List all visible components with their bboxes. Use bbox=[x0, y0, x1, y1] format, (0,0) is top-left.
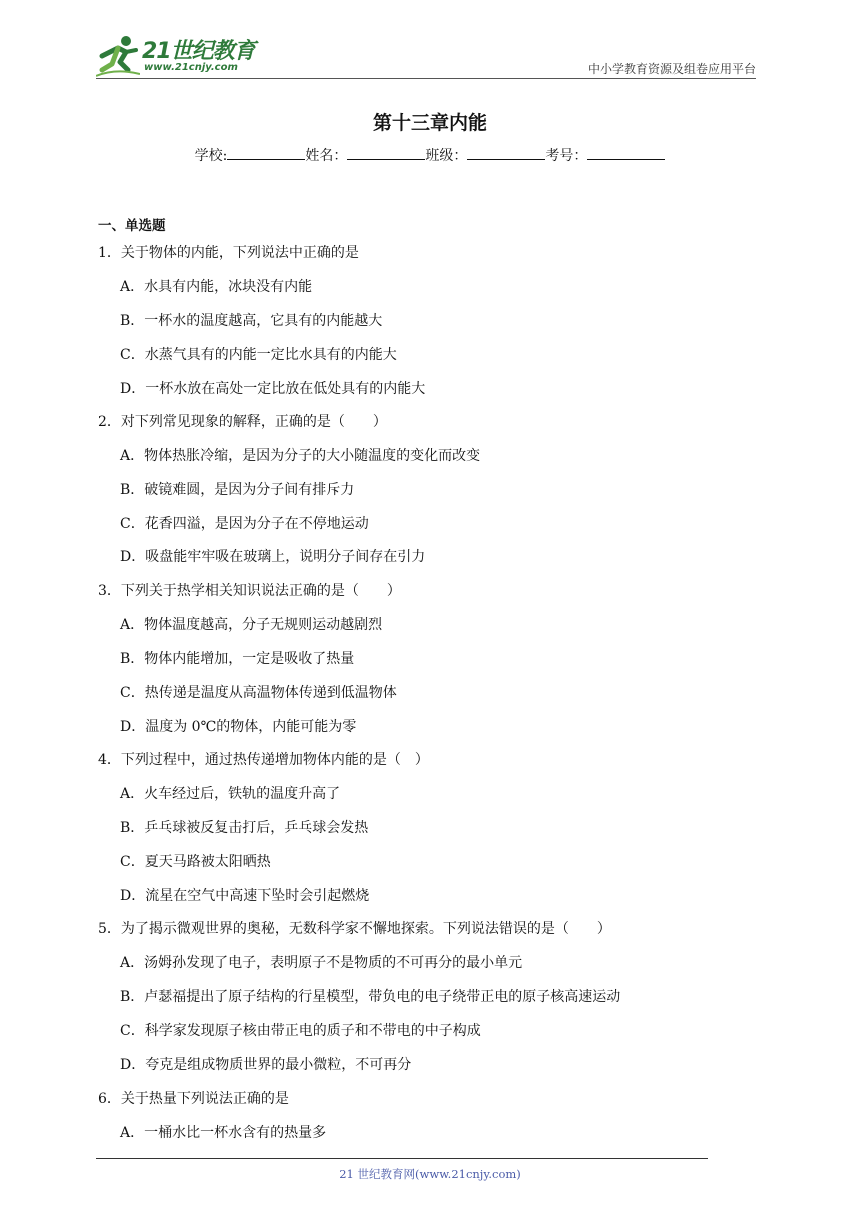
option-d: D．温度为 0℃的物体，内能可能为零 bbox=[120, 719, 357, 735]
header-divider bbox=[96, 78, 756, 79]
school-label: 学校: bbox=[194, 148, 228, 164]
option-d: D．夸克是组成物质世界的最小微粒，不可再分 bbox=[120, 1057, 412, 1073]
option-a: A．汤姆孙发现了电子，表明原子不是物质的不可再分的最小单元 bbox=[120, 955, 523, 971]
class-blank[interactable] bbox=[467, 147, 545, 160]
student-info-line bbox=[0, 145, 860, 165]
footer-link[interactable]: 21 世纪教育网(www.21cnjy.com) bbox=[339, 1167, 521, 1181]
option-a: A．火车经过后，铁轨的温度升高了 bbox=[120, 786, 341, 802]
option-c: C．夏天马路被太阳晒热 bbox=[120, 854, 271, 870]
option-b: B．乒乓球被反复击打后，乒乓球会发热 bbox=[120, 820, 369, 836]
option-b: B．物体内能增加，一定是吸收了热量 bbox=[120, 651, 355, 667]
name-blank[interactable] bbox=[347, 147, 425, 160]
school-blank[interactable] bbox=[227, 147, 305, 160]
option-b: B．一杯水的温度越高，它具有的内能越大 bbox=[120, 313, 383, 329]
option-c: C．科学家发现原子核由带正电的质子和不带电的中子构成 bbox=[120, 1023, 481, 1039]
option-c: C．热传递是温度从高温物体传递到低温物体 bbox=[120, 685, 397, 701]
option-a: A．水具有内能，冰块没有内能 bbox=[120, 279, 313, 295]
page-header bbox=[96, 30, 756, 80]
option-d: D．一杯水放在高处一定比放在低处具有的内能大 bbox=[120, 381, 426, 397]
option-d: D．流星在空气中高速下坠时会引起燃烧 bbox=[120, 888, 370, 904]
question-stem: 4．下列过程中，通过热传递增加物体内能的是（ ） bbox=[98, 752, 429, 768]
option-b: B．破镜难圆，是因为分子间有排斥力 bbox=[120, 482, 355, 498]
page-title: 第十三章内能 bbox=[372, 112, 487, 134]
question-stem: 6．关于热量下列说法正确的是 bbox=[98, 1091, 289, 1107]
option-d: D．吸盘能牢牢吸在玻璃上，说明分子间存在引力 bbox=[120, 549, 426, 565]
class-label: 班级： bbox=[425, 148, 468, 164]
runner-logo-icon bbox=[96, 34, 140, 78]
option-b: B．卢瑟福提出了原子结构的行星模型，带负电的电子绕带正电的原子核高速运动 bbox=[120, 989, 621, 1005]
section-heading: 一、单选题 bbox=[98, 218, 166, 234]
number-label: 考号： bbox=[545, 148, 588, 164]
option-c: C．花香四溢，是因为分子在不停地运动 bbox=[120, 516, 369, 532]
question-stem: 2．对下列常见现象的解释，正确的是（ ） bbox=[98, 414, 387, 430]
number-blank[interactable] bbox=[587, 147, 665, 160]
option-a: A．物体温度越高，分子无规则运动越剧烈 bbox=[120, 617, 383, 633]
question-stem: 3．下列关于热学相关知识说法正确的是（ ） bbox=[98, 583, 401, 599]
platform-name: 中小学教育资源及组卷应用平台 bbox=[587, 62, 756, 76]
question-stem: 5．为了揭示微观世界的奥秘，无数科学家不懈地探索。下列说法错误的是（ ） bbox=[98, 921, 611, 937]
option-c: C．水蒸气具有的内能一定比水具有的内能大 bbox=[120, 347, 397, 363]
footer-divider bbox=[96, 1158, 708, 1159]
logo-url: www.21cnjy.com bbox=[144, 62, 238, 73]
name-label: 姓名： bbox=[305, 148, 348, 164]
site-logo[interactable] bbox=[96, 34, 266, 78]
question-stem: 1．关于物体的内能，下列说法中正确的是 bbox=[98, 245, 359, 261]
logo-text: 21世纪教育 bbox=[142, 39, 255, 64]
option-a: A．物体热胀冷缩，是因为分子的大小随温度的变化而改变 bbox=[120, 448, 481, 464]
option-a: A．一桶水比一杯水含有的热量多 bbox=[120, 1125, 327, 1141]
